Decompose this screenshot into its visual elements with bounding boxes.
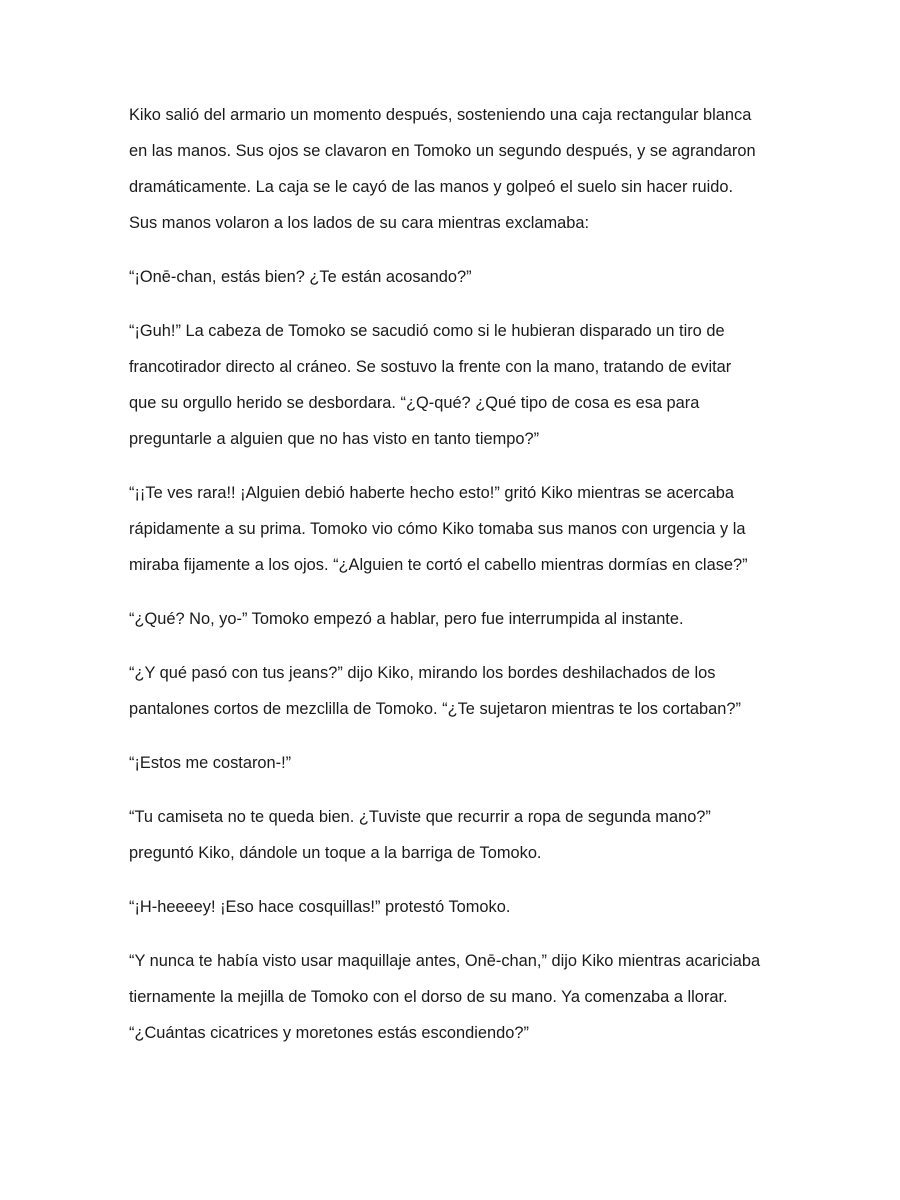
text-line: dramáticamente. La caja se le cayó de las manos y golpeó el suelo sin hacer ruido. bbox=[129, 178, 734, 196]
text-line: “¡Onē-chan, estás bien? ¿Te están acosando?” bbox=[129, 268, 472, 286]
paragraph-5 bbox=[129, 601, 789, 637]
text-line: en las manos. Sus ojos se clavaron en Tomoko un segundo después, y se agrandaron bbox=[129, 142, 756, 160]
text-line: “¿Qué? No, yo-” Tomoko empezó a hablar, pero fue interrumpida al instante. bbox=[129, 610, 684, 628]
paragraph-2 bbox=[129, 259, 789, 295]
text-line: rápidamente a su prima. Tomoko vio cómo Kiko tomaba sus manos con urgencia y la bbox=[129, 520, 746, 538]
text-line: francotirador directo al cráneo. Se sostuvo la frente con la mano, tratando de evitar bbox=[129, 358, 732, 376]
paragraph-8 bbox=[129, 799, 789, 871]
paragraph-3 bbox=[129, 313, 789, 457]
text-line: “¡Guh!” La cabeza de Tomoko se sacudió como si le hubieran disparado un tiro de bbox=[129, 322, 725, 340]
text-line: “¿Y qué pasó con tus jeans?” dijo Kiko, mirando los bordes deshilachados de los bbox=[129, 664, 716, 682]
paragraph-1 bbox=[129, 97, 789, 241]
text-line: miraba fijamente a los ojos. “¿Alguien te cortó el cabello mientras dormías en clase?” bbox=[129, 556, 748, 574]
text-line: Kiko salió del armario un momento después, sosteniendo una caja rectangular blanca bbox=[129, 106, 752, 124]
text-line: “Tu camiseta no te queda bien. ¿Tuviste que recurrir a ropa de segunda mano?” bbox=[129, 808, 711, 826]
text-line: pantalones cortos de mezclilla de Tomoko. “¿Te sujetaron mientras te los cortaban?” bbox=[129, 700, 741, 718]
text-line: “¡H-heeeey! ¡Eso hace cosquillas!” protestó Tomoko. bbox=[129, 898, 511, 916]
paragraph-10 bbox=[129, 943, 789, 1051]
body-text bbox=[129, 97, 789, 1069]
paragraph-4 bbox=[129, 475, 789, 583]
text-line: “Y nunca te había visto usar maquillaje antes, Onē-chan,” dijo Kiko mientras acariciaba bbox=[129, 952, 761, 970]
paragraph-9 bbox=[129, 889, 789, 925]
text-line: “¿Cuántas cicatrices y moretones estás escondiendo?” bbox=[129, 1024, 529, 1042]
text-line: preguntarle a alguien que no has visto en tanto tiempo?” bbox=[129, 430, 540, 448]
text-line: tiernamente la mejilla de Tomoko con el dorso de su mano. Ya comenzaba a llorar. bbox=[129, 988, 728, 1006]
paragraph-6 bbox=[129, 655, 789, 727]
text-line: que su orgullo herido se desbordara. “¿Q-qué? ¿Qué tipo de cosa es esa para bbox=[129, 394, 700, 412]
text-line: Sus manos volaron a los lados de su cara mientras exclamaba: bbox=[129, 214, 590, 232]
paragraph-7 bbox=[129, 745, 789, 781]
text-line: preguntó Kiko, dándole un toque a la barriga de Tomoko. bbox=[129, 844, 542, 862]
text-line: “¡Estos me costaron-!” bbox=[129, 754, 292, 772]
text-line: “¡¡Te ves rara!! ¡Alguien debió haberte hecho esto!” gritó Kiko mientras se acercaba bbox=[129, 484, 734, 502]
